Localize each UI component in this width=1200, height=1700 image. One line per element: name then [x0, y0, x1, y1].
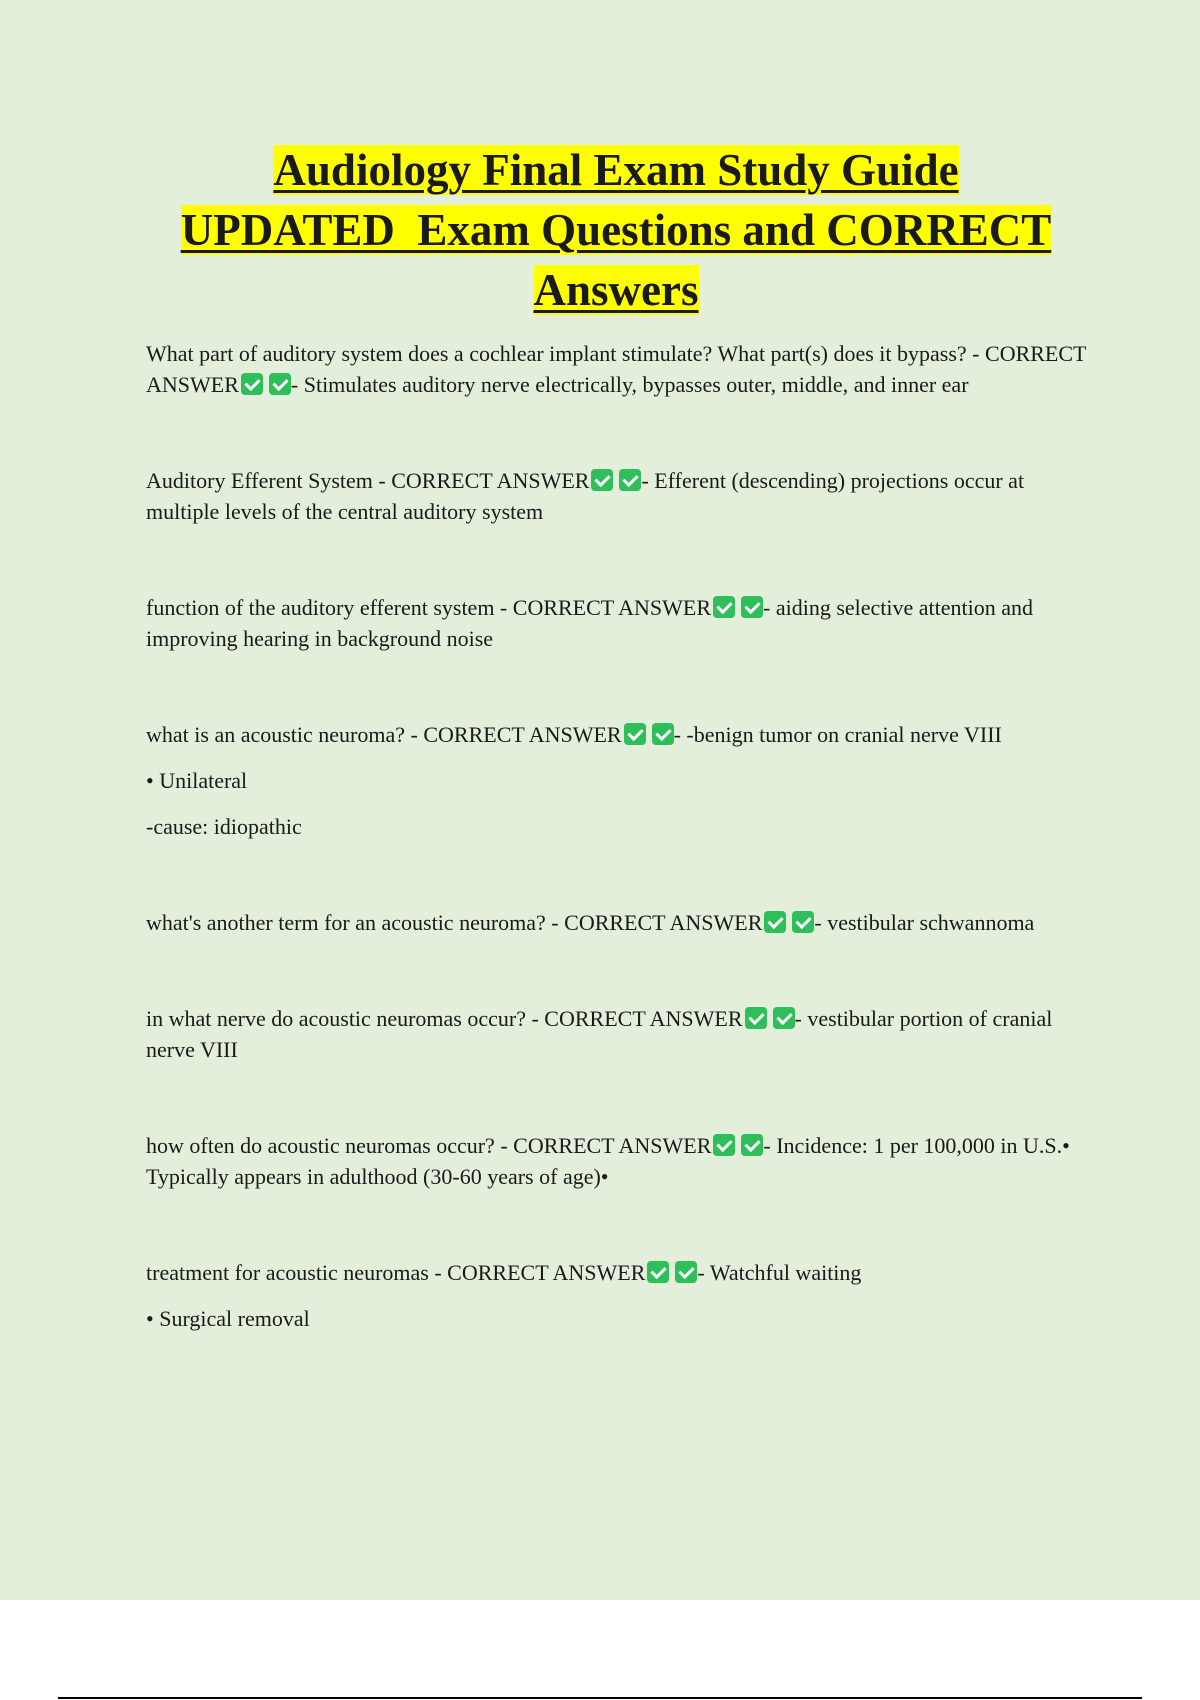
answer-marker: CORRECT ANSWER: [146, 341, 1087, 397]
question-text: what's another term for an acoustic neuroma? -: [146, 910, 559, 935]
qa-line: [146, 719, 1091, 750]
qa-item: [146, 1003, 1091, 1065]
footer-divider: [58, 1697, 1142, 1699]
answer-detail: • Unilateral: [146, 768, 248, 793]
check-box-icon: [675, 1261, 697, 1283]
check-box-icon: [269, 373, 291, 395]
answer-marker: CORRECT ANSWER: [423, 722, 622, 747]
qa-line: [146, 338, 1091, 400]
qa-item: [146, 719, 1091, 842]
qa-line: [146, 907, 1091, 938]
question-text: Auditory Efferent System -: [146, 468, 386, 493]
check-box-icon: [764, 911, 786, 933]
answer-marker: CORRECT ANSWER: [512, 595, 712, 620]
answer-text: - aiding selective attention and improving hearing in background noise: [146, 595, 1034, 651]
qa-item: [146, 1257, 1091, 1334]
title-line-2: UPDATED Exam Questions and CORRECT: [180, 205, 1052, 255]
title-line-3: Answers: [533, 265, 699, 315]
answer-text: - vestibular portion of cranial nerve VIII: [146, 1006, 1053, 1062]
qa-item: [146, 592, 1091, 654]
qa-list: [146, 338, 1091, 1334]
check-box-icon: [647, 1261, 669, 1283]
check-box-icon: [741, 1134, 763, 1156]
check-box-icon: [624, 723, 646, 745]
qa-line: [146, 1003, 1091, 1065]
answer-detail: -cause: idiopathic: [146, 814, 302, 839]
qa-line: [146, 592, 1091, 654]
check-box-icon: [792, 911, 814, 933]
answer-text: - Efferent (descending) projections occur at multiple levels of the central auditory system: [146, 468, 1025, 524]
answer-marker: CORRECT ANSWER: [391, 468, 590, 493]
check-box-icon: [619, 469, 641, 491]
answer-text: - vestibular schwannoma: [814, 910, 1035, 935]
check-box-icon: [773, 1007, 795, 1029]
qa-line: [146, 1130, 1091, 1192]
qa-line: [146, 465, 1091, 527]
question-text: function of the auditory efferent system -: [146, 595, 508, 620]
answer-marker: CORRECT ANSWER: [564, 910, 763, 935]
question-text: What part of auditory system does a cochlear implant stimulate? What part(s) does it bypass? -: [146, 341, 980, 366]
question-text: in what nerve do acoustic neuromas occur? -: [146, 1006, 539, 1031]
answer-marker: CORRECT ANSWER: [513, 1133, 712, 1158]
answer-text: - -benign tumor on cranial nerve VIII: [673, 722, 1002, 747]
qa-item: [146, 465, 1091, 527]
qa-item: [146, 338, 1091, 400]
check-box-icon: [241, 373, 263, 395]
question-text: treatment for acoustic neuromas -: [146, 1260, 442, 1285]
document-title: [146, 140, 1086, 320]
check-box-icon: [745, 1007, 767, 1029]
title-line-1: Audiology Final Exam Study Guide: [273, 145, 959, 195]
answer-marker: CORRECT ANSWER: [447, 1260, 646, 1285]
answer-marker: CORRECT ANSWER: [544, 1006, 743, 1031]
answer-text: - Watchful waiting: [697, 1260, 862, 1285]
answer-detail: • Surgical removal: [146, 1306, 310, 1331]
check-box-icon: [591, 469, 613, 491]
check-box-icon: [713, 596, 735, 618]
answer-text: - Stimulates auditory nerve electrically, bypasses outer, middle, and inner ear: [290, 372, 969, 397]
question-text: how often do acoustic neuromas occur? -: [146, 1133, 508, 1158]
qa-item: [146, 1130, 1091, 1192]
qa-line: [146, 1257, 1091, 1288]
check-box-icon: [741, 596, 763, 618]
question-text: what is an acoustic neuroma? -: [146, 722, 418, 747]
check-box-icon: [652, 723, 674, 745]
check-box-icon: [713, 1134, 735, 1156]
answer-text: - Incidence: 1 per 100,000 in U.S.• Typically appears in adulthood (30-60 years of age)•: [146, 1133, 1070, 1189]
qa-item: [146, 907, 1091, 938]
